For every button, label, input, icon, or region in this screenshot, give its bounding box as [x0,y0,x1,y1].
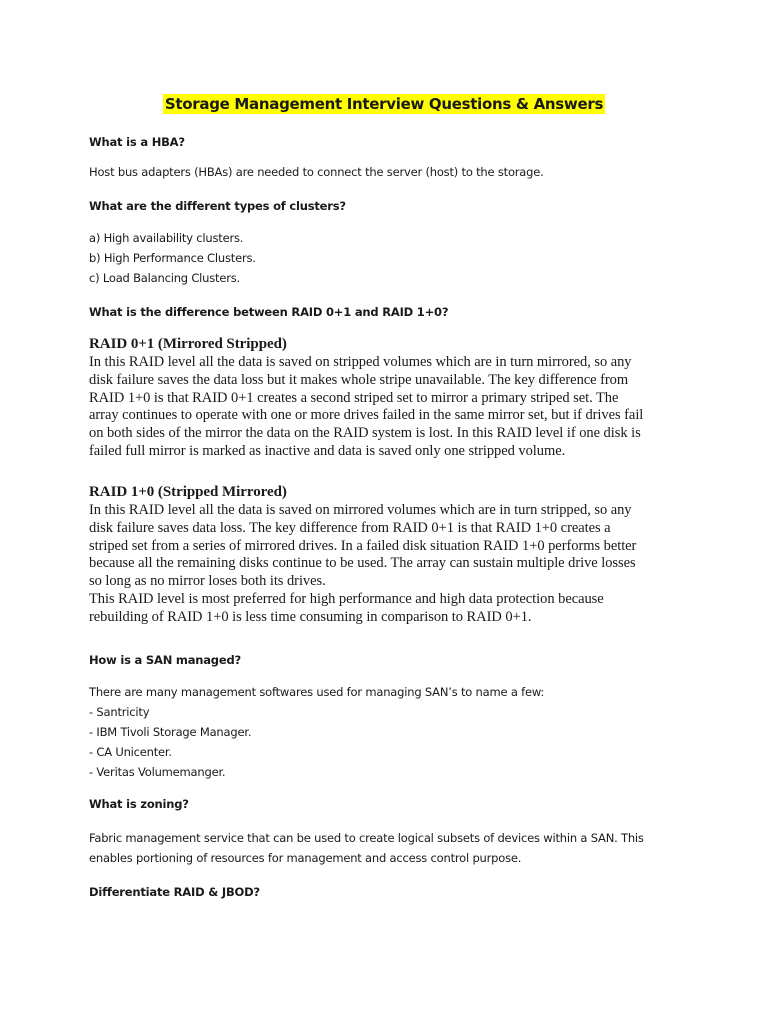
raid10-heading: RAID 1+0 (Stripped Mirrored) [89,484,287,500]
answer-clusters [89,228,689,288]
paragraph-line: on both sides of the mirror the data on the RAID system is lost. In this RAID level if one disk is [89,425,641,442]
title-container [0,94,768,114]
list-item: b) High Performance Clusters. [89,251,256,265]
list-item: - CA Unicenter. [89,745,172,759]
paragraph-line: disk failure saves the data loss but it makes whole stripe unavailable. The key difference from [89,371,629,388]
paragraph-line: This RAID level is most preferred for high performance and high data protection because [89,590,604,607]
question-hba: What is a HBA? [89,135,185,149]
paragraph-line: rebuilding of RAID 1+0 is less time consuming in comparison to RAID 0+1. [89,608,532,625]
paragraph-line: RAID 1+0 is that RAID 0+1 creates a second striped set to mirror a primary striped set. The [89,389,619,406]
question-zoning: What is zoning? [89,797,189,811]
document-title: Storage Management Interview Questions & Answers [164,95,604,113]
paragraph-line: Fabric management service that can be used to create logical subsets of devices within a SAN. This [89,831,644,845]
list-item: a) High availability clusters. [89,231,244,245]
paragraph-line: disk failure saves data loss. The key difference from RAID 0+1 is that RAID 1+0 creates a [89,519,611,536]
list-item: c) Load Balancing Clusters. [89,271,241,285]
paragraph-line: In this RAID level all the data is saved on mirrored volumes which are in turn stripped, so any [89,502,632,518]
list-item: - Veritas Volumemanger. [89,765,226,779]
paragraph-line: striped set from a series of mirrored drives. In a failed disk situation RAID 1+0 performs better [89,537,637,554]
answer-zoning [89,828,689,868]
raid10-body [89,502,689,627]
raid01-heading: RAID 0+1 (Mirrored Stripped) [89,336,287,352]
paragraph-line: In this RAID level all the data is saved on stripped volumes which are in turn mirrored, so any [89,354,632,370]
paragraph-line: because all the remaining disks continue to be used. The array can sustain multiple drive losses [89,555,636,572]
list-item: - IBM Tivoli Storage Manager. [89,725,252,739]
answer-intro: There are many management softwares used for managing SAN’s to name a few: [89,685,545,699]
paragraph-line: failed full mirror is marked as inactive and data is saved only one stripped volume. [89,442,566,459]
question-raid-jbod: Differentiate RAID & JBOD? [89,885,260,899]
question-raid-difference: What is the difference between RAID 0+1 and RAID 1+0? [89,305,449,319]
list-item: - Santricity [89,705,150,719]
question-san-managed: How is a SAN managed? [89,653,241,667]
answer-hba: Host bus adapters (HBAs) are needed to connect the server (host) to the storage. [89,165,544,179]
paragraph-line: array continues to operate with one or more drives failed in the same mirror set, but if drives fail [89,407,644,424]
question-clusters: What are the different types of clusters? [89,199,346,213]
paragraph-line: so long as no mirror loses both its drives. [89,573,326,590]
answer-san-managed [89,682,689,782]
paragraph-line: enables portioning of resources for management and access control purpose. [89,851,522,865]
raid01-body [89,354,689,461]
